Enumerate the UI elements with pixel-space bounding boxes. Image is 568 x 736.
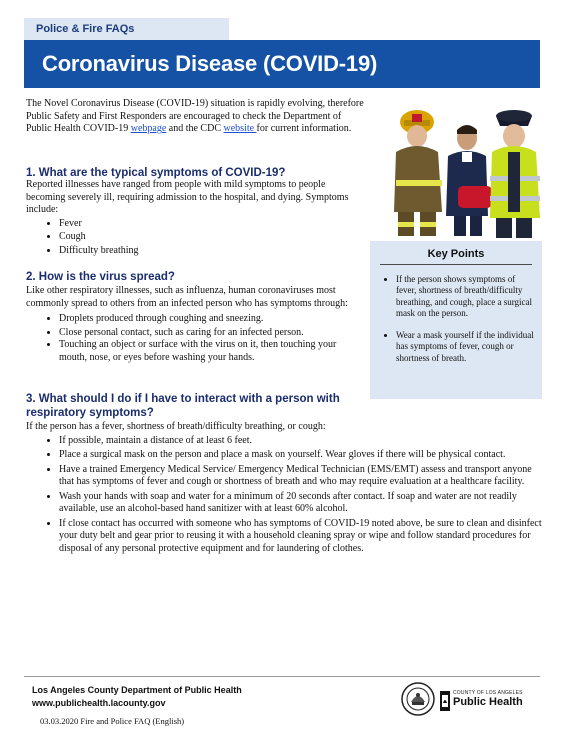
page-title: Coronavirus Disease (COVID-19) bbox=[42, 51, 378, 76]
cdc-website-link[interactable]: website bbox=[223, 123, 257, 134]
key-points-title: Key Points bbox=[427, 248, 485, 260]
first-responders-photo bbox=[384, 100, 546, 238]
footer-org-name: Los Angeles County Department of Public Health bbox=[32, 685, 242, 695]
question-3-heading: 3. What should I do if I have to interact with a person with respiratory symptoms? bbox=[26, 393, 340, 419]
list-item: • If close contact has occurred with someone who has symptoms of COVID-19 noted above, be sure to clean and disinfect your duty belt and gear prior to reusing it with a household cleaning spray or wipe and follow standard procedures for disposal of any personal protective equipment and for laundering of clothes. bbox=[59, 518, 544, 556]
list-item: • Droplets produced through coughing and sneezing. bbox=[59, 312, 356, 326]
intro-text-1: The Novel Coronavirus Disease (COVID-19) situation is rapidly evolving, therefore Public Safety and First Responders are encouraged to check the Department of Public Health COVID-19 bbox=[26, 98, 364, 134]
spread-list bbox=[26, 312, 356, 364]
logo-county-text: COUNTY OF LOS ANGELES bbox=[453, 690, 523, 696]
key-points-box bbox=[370, 241, 542, 399]
dph-webpage-link[interactable]: webpage bbox=[130, 123, 167, 134]
list-item: • Have a trained Emergency Medical Service/ Emergency Medical Technician (EMS/EMT) assess and transport anyone that has symptoms of fever and cough or shortness of breath and who may require evaluation at a healthcare facility. bbox=[59, 464, 544, 489]
question-1-heading: 1. What are the typical symptoms of COVID-19? bbox=[26, 167, 286, 179]
list-item: • If possible, maintain a distance of at least 6 feet. bbox=[59, 435, 544, 448]
logo-public-health-text: Public Health bbox=[453, 696, 523, 708]
list-item: • Close personal contact, such as caring for an infected person. bbox=[59, 326, 356, 340]
key-points-divider bbox=[380, 264, 532, 265]
footer-date: 03.03.2020 Fire and Police FAQ (English) bbox=[40, 716, 185, 726]
footer-divider bbox=[24, 676, 540, 677]
list-item: • Place a surgical mask on the person and place a mask on yourself. Wear gloves if there will be physical contact. bbox=[59, 449, 544, 462]
list-item: • Cough bbox=[59, 230, 366, 244]
question-1-body: Reported illnesses have ranged from people with mild symptoms to people becoming severely ill, requiring admission to the hospital, and dying. Symptoms include: bbox=[26, 179, 349, 215]
question-1-answer bbox=[26, 179, 366, 257]
intro-text-2: and the CDC bbox=[166, 123, 224, 134]
title-banner bbox=[24, 40, 540, 88]
list-item: • Wash your hands with soap and water for a minimum of 20 seconds after contact. If soap and water are not readily available, use an alcohol-based hand sanitizer with at least 60% alcohol. bbox=[59, 491, 544, 516]
county-seal-icon bbox=[401, 682, 435, 716]
question-3-answer bbox=[26, 421, 544, 555]
intro-paragraph bbox=[26, 98, 366, 136]
interaction-list bbox=[26, 435, 544, 556]
category-tag: Police & Fire FAQs bbox=[24, 18, 229, 40]
list-item: • If the person shows symptoms of fever, shortness of breath/difficulty breathing, and cough, place a surgical mask on the person. bbox=[396, 274, 536, 319]
key-points-list bbox=[370, 274, 542, 364]
symptom-list bbox=[26, 217, 366, 258]
question-2-answer bbox=[26, 285, 356, 364]
question-3-body: If the person has a fever, shortness of breath/difficulty breathing, or cough: bbox=[26, 421, 326, 432]
question-2-body: Like other respiratory illnesses, such as influenza, human coronaviruses most commonly spread to others from an infected person who has symptoms through: bbox=[26, 285, 348, 309]
footer-url: www.publichealth.lacounty.gov bbox=[32, 698, 166, 708]
list-item: • Difficulty breathing bbox=[59, 244, 366, 258]
intro-text-3: for current information. bbox=[256, 123, 352, 134]
question-2-heading: 2. How is the virus spread? bbox=[26, 271, 175, 283]
footer-org-block bbox=[32, 684, 242, 710]
list-item: • Fever bbox=[59, 217, 366, 231]
list-item: • Touching an object or surface with the virus on it, then touching your mouth, nose, or eyes before washing your hands. bbox=[59, 339, 356, 364]
list-item: • Wear a mask yourself if the individual has symptoms of fever, cough or shortness of breath. bbox=[396, 330, 536, 364]
